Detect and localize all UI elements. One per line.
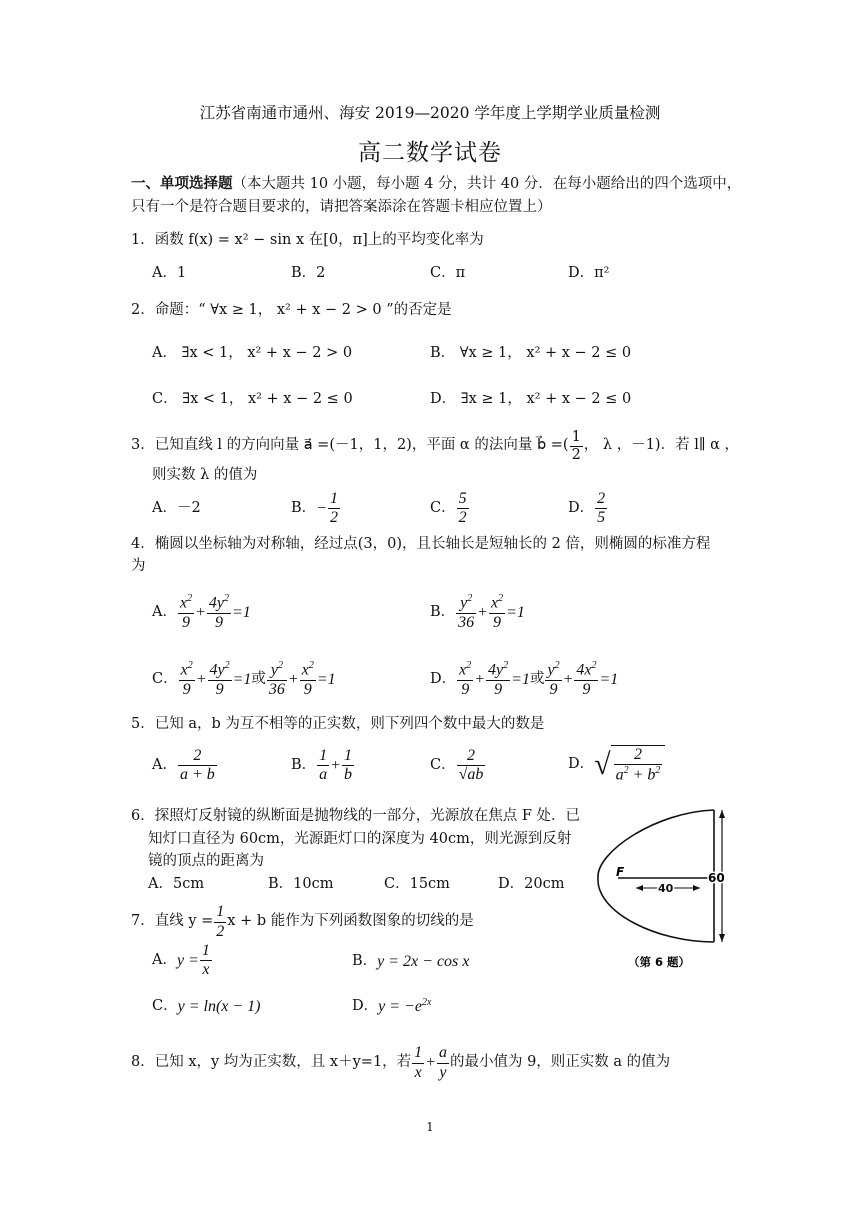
searchlight-parabola-figure [596, 802, 736, 982]
fraction-1-over-a: $\frac{1}{a}$ [319, 747, 328, 784]
minus-sign: − [316, 500, 327, 518]
figure-caption: （第 6 题） [628, 955, 691, 969]
question-5-stem: 5．已知 a，b 为互不相等的正实数，则下列四个数中最大的数是 [131, 716, 545, 732]
question-7-stem [131, 900, 474, 944]
question-4-stem-2: 为 [131, 558, 146, 574]
q7-option-d [352, 997, 431, 1016]
fraction-denominator: 2 [216, 922, 225, 940]
q7-option-c [152, 997, 261, 1016]
diameter-arrow-bottom [719, 934, 725, 942]
fraction-a-over-y: $\frac{a}{y}$ [438, 1044, 447, 1081]
sqrt-expression: √ $\frac{2}{a^2 + b^2}$ [594, 745, 665, 785]
option-label: D． [568, 756, 595, 773]
option-label: A． [152, 757, 177, 774]
q1-option-c: C．π [430, 265, 466, 281]
q3-option-c [430, 490, 470, 528]
option-d-expression: y = −e [378, 998, 422, 1015]
fraction-denominator: 2 [571, 446, 581, 463]
fraction-numerator: 5 [457, 490, 469, 509]
question-3-stem-2: 则实数 λ 的值为 [152, 467, 258, 483]
question-2-stem: 2．命题：“ ∀x ≥ 1， x² + x − 2 > 0 ”的否定是 [131, 302, 452, 318]
question-3-stem [131, 425, 739, 467]
question-8-stem: 8．已知 x，y 均为正实数，且 x＋y=1，若 $\frac{1}{x}$ + $\frac{a}{y}$ 的最小值为 9，则正实数 a 的值为 [131, 1044, 671, 1081]
fraction-numerator: 1 [571, 428, 581, 445]
fraction [328, 490, 340, 528]
fraction-denominator: 2 [458, 509, 467, 527]
q2-option-d: D． ∃x ≥ 1， x² + x − 2 ≤ 0 [430, 391, 632, 407]
option-label: B． [430, 603, 456, 620]
exam-header-title: 江苏省南通市通州、海安 2019—2020 学年度上学期学业质量检测 [199, 104, 661, 122]
fraction-4x2-9: $\frac{4x^2}{9}$ [576, 660, 597, 698]
option-label: B． [291, 757, 317, 774]
q1-option-d: D．π² [568, 265, 610, 281]
q1-option-b: B．2 [291, 265, 326, 281]
fraction-y2-36: $\frac{y^2}{36}$ [458, 593, 475, 631]
fraction-1-over-b: $\frac{1}{b}$ [343, 747, 352, 784]
fraction [595, 490, 607, 528]
fraction-y2-9: $\frac{y^2}{9}$ [547, 660, 560, 698]
q3-stem-part-b: ， λ ，－1)．若 l∥ α ， [583, 437, 740, 454]
focus-label: F [616, 865, 625, 879]
section-heading: 一、单项选择题 [131, 176, 233, 192]
fraction-denominator: 5 [597, 509, 606, 527]
q5-option-a [152, 747, 218, 785]
fraction-x2-9: $\frac{x^2}{9}$ [490, 593, 504, 631]
option-b-expression: y = 2x − cos x [377, 953, 470, 970]
option-label: C． [152, 670, 178, 687]
q5-option-d [568, 745, 665, 785]
fraction-4y2-9: $\frac{4y^2}{9}$ [488, 660, 509, 698]
depth-arrow-right [693, 885, 700, 891]
option-label: C． [152, 997, 178, 1014]
q7-fraction-half [214, 903, 226, 941]
q4-option-c: C． $\frac{x^2}{9}$ + $\frac{4y^2}{9}$ =1 或 $\frac{y^2}{36}$ + $\frac{x^2}{9}$ =1 [152, 660, 336, 698]
q6-option-b: B．10cm [268, 876, 334, 892]
q3-option-a: A．－2 [152, 500, 201, 516]
option-label: A． [152, 603, 177, 620]
option-label: D． [352, 997, 379, 1014]
question-1-stem: 1．函数 f(x) = x² − sin x 在[0，π]上的平均变化率为 [131, 232, 484, 248]
diameter-label: 60 [708, 871, 725, 885]
q8-stem-part-b: 的最小值为 9，则正实数 a 的值为 [449, 1054, 671, 1071]
diameter-arrow-top [719, 810, 725, 818]
q8-stem-part-a: 8．已知 x，y 均为正实数，且 x＋y=1，若 [131, 1054, 412, 1071]
fraction [457, 490, 469, 528]
fraction-x2-9: $\frac{x^2}{9}$ [301, 660, 314, 698]
option-label: D． [568, 500, 595, 517]
q3-option-d [568, 490, 608, 528]
q2-option-a: A． ∃x < 1， x² + x − 2 > 0 [152, 345, 353, 361]
fraction-denominator: 2 [329, 509, 338, 527]
q2-option-b: B． ∀x ≥ 1， x² + x − 2 ≤ 0 [430, 345, 632, 361]
option-label: C． [430, 757, 456, 774]
q5-option-c [430, 747, 486, 785]
fraction-4y2-9: $\frac{4y^2}{9}$ [208, 593, 229, 631]
question-6-stem: 6．探照灯反射镜的纵断面是抛物线的一部分，光源放在焦点 F 处．已 [131, 808, 581, 824]
q7-stem-part-a: 7．直线 y = [131, 913, 214, 930]
or-connector: 或 [529, 670, 545, 687]
question-6-stem-3: 镜的顶点的距离为 [148, 853, 264, 869]
fraction-1-over-x: $\frac{1}{x}$ [414, 1044, 423, 1081]
question-6-stem-2: 知灯口直径为 60cm，光源距灯口的深度为 40cm，则光源到反射 [148, 831, 572, 847]
q6-option-d: D．20cm [498, 876, 565, 892]
q3-fraction-half [570, 429, 583, 463]
option-a-lhs: y = [176, 952, 199, 970]
section-heading-line [131, 176, 741, 193]
fraction-x2-9: $\frac{x^2}{9}$ [179, 593, 193, 631]
q4-option-d: D． $\frac{x^2}{9}$ + $\frac{4y^2}{9}$ =1 或 $\frac{y^2}{9}$ + $\frac{4x^2}{9}$ =1 [430, 660, 619, 698]
option-label: A． [152, 952, 177, 969]
exponent: 2x [421, 997, 432, 1008]
option-label: C． [430, 500, 456, 517]
fraction-x2-9: $\frac{x^2}{9}$ [180, 660, 193, 698]
fraction-numerator: 2 [595, 490, 607, 509]
option-label: B． [352, 952, 378, 969]
fraction-numerator: 1 [328, 490, 340, 509]
or-connector: 或 [251, 670, 266, 687]
q6-option-c: C．15cm [384, 876, 450, 892]
q6-option-a: A．5cm [148, 876, 205, 892]
q3-option-b [291, 490, 341, 528]
exam-subtitle: 高二数学试卷 [358, 140, 502, 166]
option-label: D． [430, 670, 457, 687]
section-description-1: （本大题共 10 小题，每小题 4 分，共计 40 分．在每小题给出的四个选项中， [232, 176, 742, 192]
section-description-2: 只有一个是符合题目要求的，请把答案添涂在答题卡相应位置上） [131, 199, 552, 215]
option-label: B． [291, 500, 317, 517]
fraction-2-over-sqrt-ab: $\frac{2}{√ab}$ [458, 747, 484, 784]
q7-option-a [152, 942, 213, 980]
q5-option-b: B． $\frac{1}{a}$ + $\frac{1}{b}$ [291, 747, 352, 784]
question-4-stem: 4．椭圆以坐标轴为对称轴，经过点(3，0)，且长轴长是短轴长的 2 倍，则椭圆的标准方程 [131, 536, 711, 552]
option-c-expression: y = ln(x − 1) [177, 998, 261, 1015]
depth-label: 40 [658, 882, 674, 895]
fraction-numerator: 1 [214, 903, 226, 922]
q4-option-a: A． $\frac{x^2}{9}$ + $\frac{4y^2}{9}$ =1 [152, 593, 251, 631]
q1-option-a: A．1 [152, 265, 187, 281]
q7-stem-part-b: x + b 能作为下列函数图象的切线的是 [227, 913, 474, 930]
fraction-4y2-9: $\frac{4y^2}{9}$ [209, 660, 230, 698]
fraction-x2-9: $\frac{x^2}{9}$ [459, 660, 472, 698]
q4-option-b: B． $\frac{y^2}{36}$ + $\frac{x^2}{9}$ =1 [430, 593, 525, 631]
fraction-1-over-x: $\frac{1}{x}$ [201, 942, 210, 979]
fraction-y2-36: $\frac{y^2}{36}$ [268, 660, 285, 698]
q7-option-b [352, 952, 469, 971]
fraction-2-over-a-plus-b: $\frac{2}{a + b}$ [179, 747, 215, 784]
q3-stem-part-a: 3．已知直线 l 的方向向量 a⃗ =(－1，1，2)，平面 α 的法向量 b⃗ =( [131, 437, 569, 454]
q2-option-c: C． ∃x < 1， x² + x − 2 ≤ 0 [152, 391, 353, 407]
page-number: 1 [426, 1120, 434, 1134]
depth-arrow-left [636, 885, 643, 891]
